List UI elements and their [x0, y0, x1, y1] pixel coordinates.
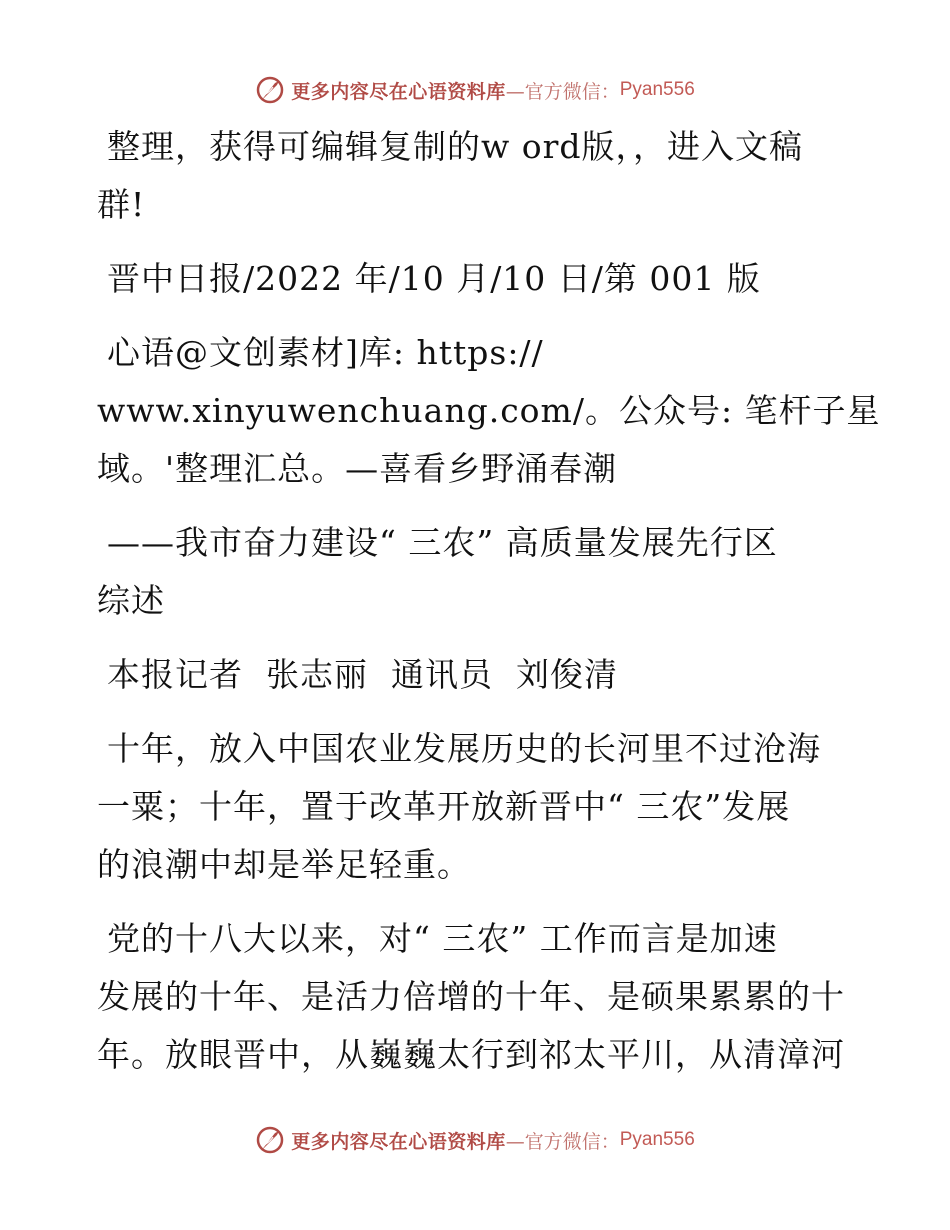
header-watermark-banner — [0, 70, 950, 110]
quill-pen-logo-icon — [255, 1125, 285, 1155]
text-line: 发展的十年、是活力倍增的十年、是硕果累累的十 — [97, 977, 845, 1016]
text-line: 的浪潮中却是举足轻重。 — [97, 845, 471, 884]
text-line: 域。'整理汇总。—喜看乡野涌春潮 — [97, 449, 618, 488]
paragraph — [97, 514, 857, 630]
paragraph — [97, 720, 857, 894]
text-line: 综述 — [97, 581, 165, 620]
paragraph — [97, 910, 857, 1084]
banner-wechat-id: Pyan556 — [619, 79, 695, 100]
byline: 本报记者 张志丽 通讯员 刘俊清 — [107, 655, 618, 694]
text-line: 心语@文创素材]库: https:// — [107, 333, 544, 372]
text-line: 年。放眼晋中，从巍巍太行到祁太平川，从清漳河 — [97, 1035, 845, 1074]
text-line: 整理，获得可编辑复制的w ord版，，进入文稿 — [107, 127, 804, 166]
text-line: 党的十八大以来，对“ 三农” 工作而言是加速 — [107, 919, 778, 958]
paragraph — [97, 324, 881, 498]
paragraph — [97, 250, 857, 308]
paragraph — [97, 118, 857, 234]
text-line: 十年，放入中国农业发展历史的长河里不过沧海 — [107, 729, 821, 768]
text-line: 晋中日报/2022 年/10 月/10 日/第 001 版 — [107, 259, 761, 298]
text-line: 一粟；十年，置于改革开放新晋中“ 三农”发展 — [97, 787, 791, 826]
footer-watermark-banner — [0, 1120, 950, 1160]
banner-title: 更多内容尽在心语资料库 — [291, 80, 506, 103]
paragraph — [97, 646, 857, 704]
document-body — [97, 118, 881, 1084]
text-line: 群! — [97, 185, 146, 224]
text-line: ——我市奋力建设“ 三农” 高质量发展先行区 — [107, 523, 778, 562]
banner-suffix: —官方微信： — [505, 80, 620, 103]
banner-suffix: —官方微信： — [505, 1130, 620, 1153]
banner-wechat-id: Pyan556 — [619, 1129, 695, 1150]
banner-title: 更多内容尽在心语资料库 — [291, 1130, 506, 1153]
quill-pen-logo-icon — [255, 75, 285, 105]
text-line: www.xinyuwenchuang.com/。公众号: 笔杆子星 — [97, 391, 881, 430]
